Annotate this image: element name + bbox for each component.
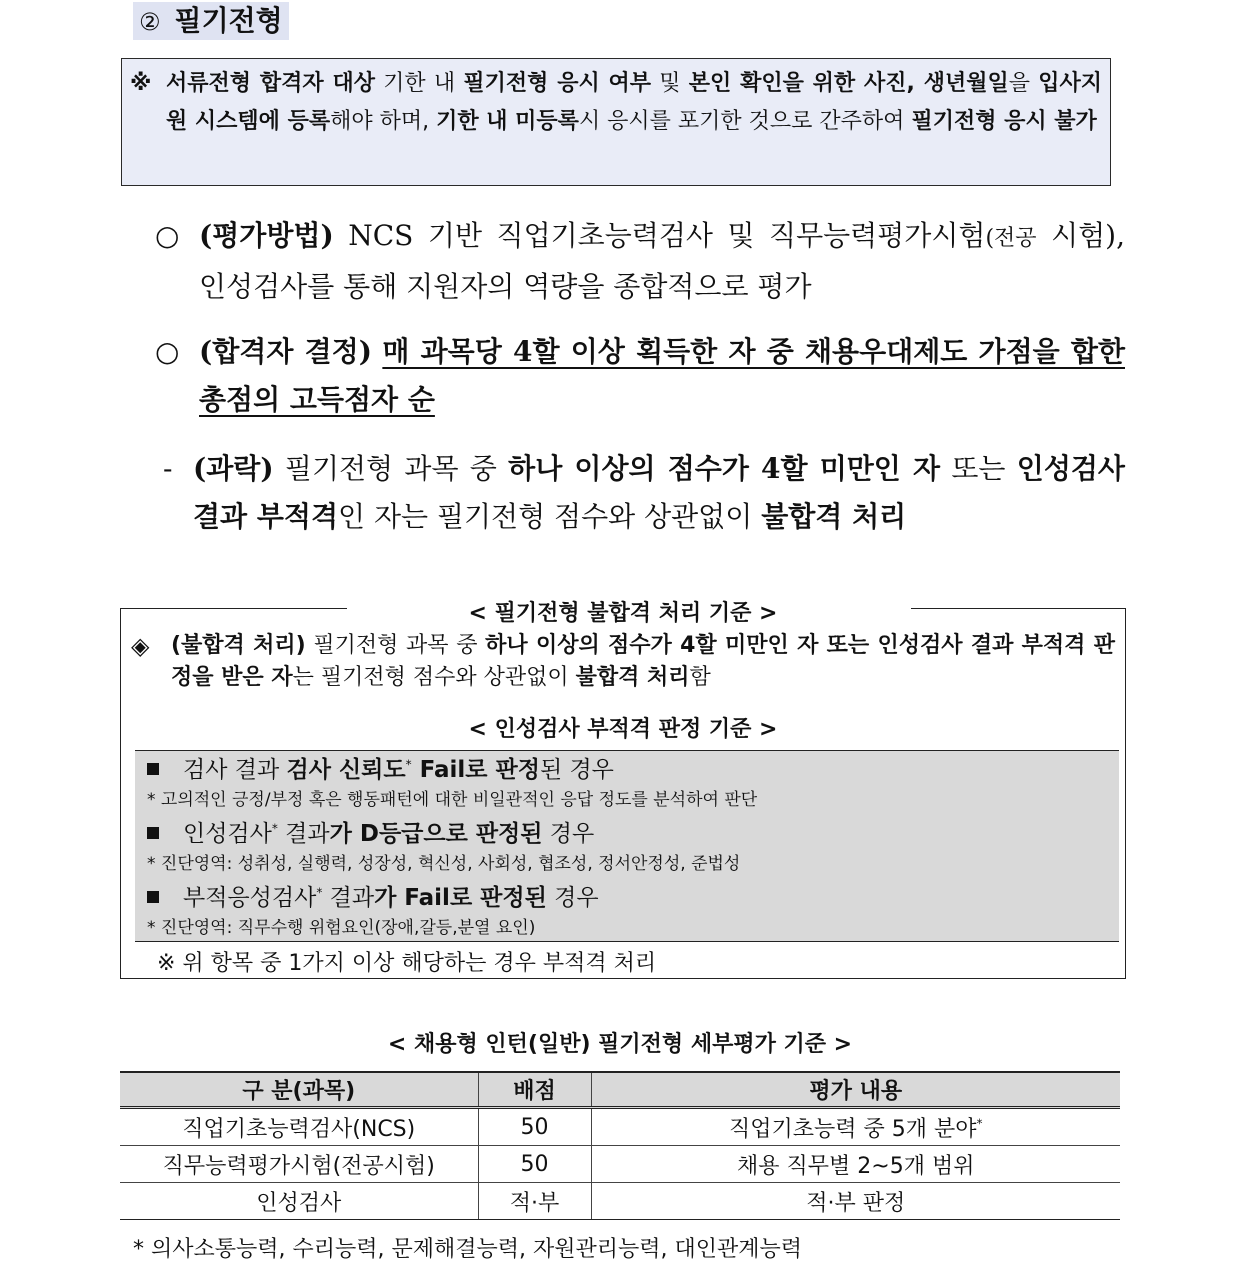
notice-part: 본인 확인을 위한 사진, 생년월일 xyxy=(688,71,1009,96)
table-cell: 채용 직무별 2~5개 범위 xyxy=(591,1146,1120,1183)
eval-method-text-2: 시험), 인성검사를 통해 지원자의 역량을 종합적으로 평가 xyxy=(199,219,1125,303)
table-cell: 50 xyxy=(478,1108,591,1146)
fail-criteria-title: < 필기전형 불합격 처리 기준 > xyxy=(468,601,778,626)
square-bullet-icon xyxy=(147,891,159,903)
notice-part: 필기전형 응시 불가 xyxy=(911,109,1097,134)
fail-part: 하나 이상의 점수가 4할 미만인 자 또는 인성검사 결과 부적격 판정을 받은 자 xyxy=(171,633,1116,690)
fail-part: 함 xyxy=(689,665,711,690)
section-title xyxy=(133,2,289,40)
table-row xyxy=(120,1146,1120,1183)
notice-part: 기한 내 xyxy=(374,71,464,96)
fail-part: 는 필기전형 점수와 상관없이 xyxy=(292,665,576,690)
square-bullet-icon xyxy=(147,763,159,775)
criterion-1 xyxy=(147,751,614,784)
asterisk: * xyxy=(316,885,323,900)
dropout-part: 필기전형 과목 중 xyxy=(273,452,509,485)
bullet-mark: ○ xyxy=(155,219,180,252)
footnote: * 의사소통능력, 수리능력, 문제해결능력, 자원관리능력, 대인관계능력 xyxy=(133,1237,802,1262)
eval-method-text: NCS 기반 직업기초능력검사 및 직무능력평가시험 xyxy=(333,219,986,252)
criterion-part: Fail로 판정 xyxy=(411,757,540,783)
dropout-part: 하나 이상의 점수가 4할 미만인 자 xyxy=(508,452,941,485)
table-cell: 적·부 판정 xyxy=(591,1183,1120,1220)
criterion-3 xyxy=(147,879,599,912)
evaluation-table xyxy=(120,1071,1120,1220)
table-title: < 채용형 인턴(일반) 필기전형 세부평가 기준 > xyxy=(387,1032,853,1057)
fail-part: 필기전형 과목 중 xyxy=(305,633,486,658)
table-cell-text: 직업기초능력 중 5개 분야 xyxy=(729,1116,977,1142)
notice-part: 입사지원 시스템에 등록 xyxy=(166,71,1102,134)
dropout-part: 인성검사 결과 부적격 xyxy=(193,452,1125,533)
bullet-mark: ○ xyxy=(155,335,180,368)
notice-part: 및 xyxy=(651,71,689,96)
table-header-row xyxy=(120,1072,1120,1108)
section-title-text: 필기전형 xyxy=(174,4,283,37)
criterion-part: 가 D등급으로 판정된 xyxy=(329,821,543,847)
notice-part: 시 응시를 포기한 것으로 간주하여 xyxy=(578,109,912,134)
criterion-2 xyxy=(147,815,594,848)
notice-part: 기한 내 미등록 xyxy=(436,109,579,134)
table-cell: 50 xyxy=(478,1146,591,1183)
criterion-part: 결과 xyxy=(322,885,375,911)
table-cell: 직무능력평가시험(전공시험) xyxy=(120,1146,478,1183)
table-row xyxy=(120,1108,1120,1146)
notice-box xyxy=(121,58,1111,186)
criterion-3-note: * 진단영역: 직무수행 위험요인(장애,갈등,분열 요인) xyxy=(147,918,536,938)
criterion-part: 경우 xyxy=(546,885,599,911)
notice-part: 을 xyxy=(1008,71,1039,96)
section-number: ② xyxy=(139,8,161,36)
personality-criteria-title: < 인성검사 부적격 판정 기준 > xyxy=(468,717,778,742)
personality-criteria-panel xyxy=(135,750,1119,942)
criterion-part: 가 Fail로 판정된 xyxy=(374,885,547,911)
table-cell xyxy=(591,1108,1120,1146)
notice-text xyxy=(166,65,1102,141)
dropout-part: 또는 xyxy=(940,452,1017,485)
dropout-part: 인 자는 필기전형 점수와 상관없이 xyxy=(338,500,762,533)
notice-mark: ※ xyxy=(130,71,152,96)
table-header: 배점 xyxy=(478,1072,591,1108)
eval-method-label: (평가방법) xyxy=(199,219,334,252)
square-bullet-icon xyxy=(147,827,159,839)
table-cell: 직업기초능력검사(NCS) xyxy=(120,1108,478,1146)
dropout-part: 불합격 처리 xyxy=(761,500,907,533)
table-row xyxy=(120,1183,1120,1220)
decision-label: (합격자 결정) xyxy=(199,335,372,368)
diamond-icon: ◈ xyxy=(131,632,150,660)
criterion-part: 검사 결과 xyxy=(183,757,287,783)
table-cell: 인성검사 xyxy=(120,1183,478,1220)
table-cell: 적·부 xyxy=(478,1183,591,1220)
criterion-2-note: * 진단영역: 성취성, 실행력, 성장성, 혁신성, 사회성, 협조성, 정서안정성, 준법성 xyxy=(147,854,741,874)
fail-label: (불합격 처리) xyxy=(171,633,306,658)
asterisk: * xyxy=(405,757,412,772)
criterion-1-note: * 고의적인 긍정/부정 혹은 행동패턴에 대한 비일관적인 응답 정도를 분석하여 판단 xyxy=(147,790,758,810)
notice-part: 서류전형 합격자 대상 xyxy=(166,71,375,96)
notice-part: 해야 하며, xyxy=(330,109,437,134)
fail-criteria-footer: ※ 위 항목 중 1가지 이상 해당하는 경우 부적격 처리 xyxy=(157,951,657,976)
table-header: 평가 내용 xyxy=(591,1072,1120,1108)
asterisk: * xyxy=(271,821,278,836)
criterion-part: 경우 xyxy=(542,821,595,847)
eval-method-small: (전공 xyxy=(985,226,1037,251)
fail-part: 불합격 처리 xyxy=(575,665,690,690)
decision-text: 매 과목당 4할 이상 획득한 자 중 채용우대제도 가점을 합한 총점의 고득점자 순 xyxy=(199,335,1125,416)
fail-criteria-box xyxy=(120,601,1126,979)
criterion-part: 부적응성검사 xyxy=(183,885,317,911)
table-header: 구 분(과목) xyxy=(120,1072,478,1108)
criterion-part: 인성검사 xyxy=(183,821,272,847)
dropout-label: (과락) xyxy=(193,452,274,485)
criterion-part: 된 경우 xyxy=(539,757,614,783)
criterion-part: 검사 신뢰도 xyxy=(286,757,406,783)
asterisk: * xyxy=(976,1116,983,1131)
dash-mark: - xyxy=(163,452,173,485)
notice-part: 필기전형 응시 여부 xyxy=(463,71,652,96)
criterion-part: 결과 xyxy=(277,821,330,847)
